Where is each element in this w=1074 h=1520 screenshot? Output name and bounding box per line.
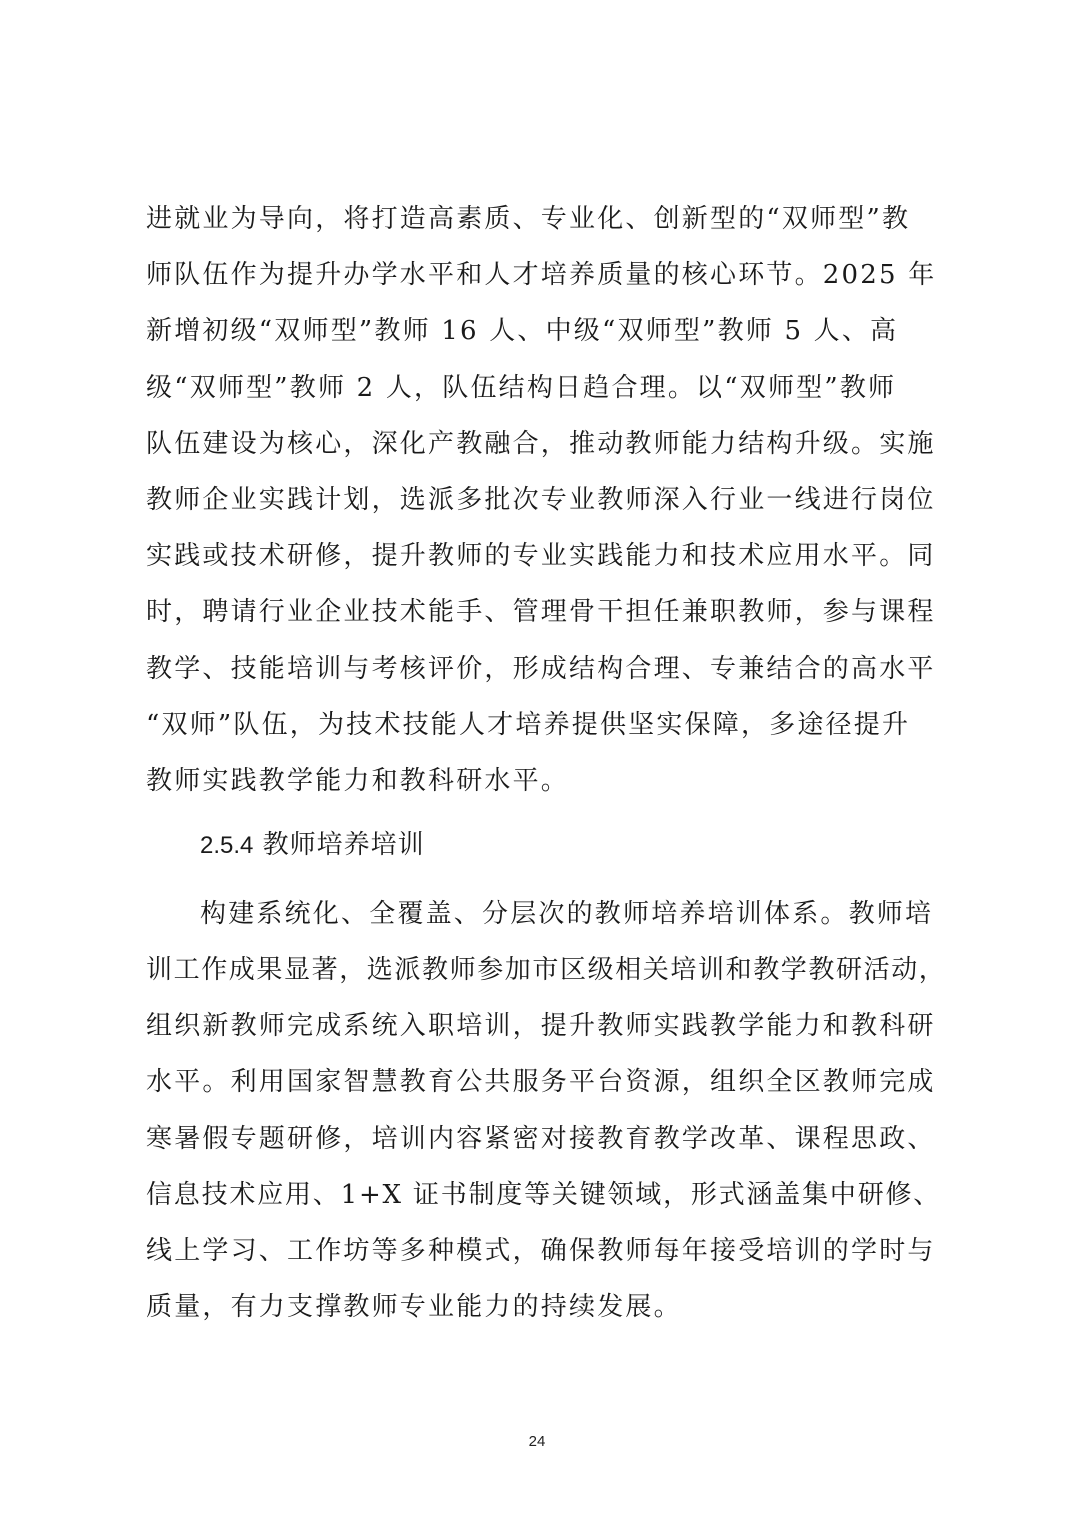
text-line: 时，聘请行业企业技术能手、管理骨干担任兼职教师，参与课程 [146, 597, 936, 627]
text-line: 教师实践教学能力和教科研水平。 [146, 766, 570, 796]
text-line: 水平。利用国家智慧教育公共服务平台资源，组织全区教师完成 [146, 1067, 936, 1097]
text-line: 级“双师型”教师 2 人，队伍结构日趋合理。以“双师型”教师 [146, 373, 897, 403]
text-line: 信息技术应用、1+X 证书制度等关键领域，形式涵盖集中研修、 [146, 1180, 942, 1210]
text-line: 师队伍作为提升办学水平和人才培养质量的核心环节。2025 年 [146, 260, 937, 290]
text-line: 线上学习、工作坊等多种模式，确保教师每年接受培训的学时与 [146, 1236, 936, 1266]
section-title: 教师培养培训 [262, 830, 425, 860]
text-line: 新增初级“双师型”教师 16 人、中级“双师型”教师 5 人、高 [146, 316, 899, 346]
text-line: 队伍建设为核心，深化产教融合，推动教师能力结构升级。实施 [146, 429, 936, 459]
text-line: 训工作成果显著，选派教师参加市区级相关培训和教学教研活动， [146, 955, 947, 985]
text-line: 寒暑假专题研修，培训内容紧密对接教育教学改革、课程思政、 [146, 1124, 936, 1154]
page-number: 24 [528, 1433, 546, 1450]
section-number: 2.5.4 [200, 832, 254, 859]
text-line: 教师企业实践计划，选派多批次专业教师深入行业一线进行岗位 [146, 485, 936, 515]
text-line: 进就业为导向，将打造高素质、专业化、创新型的“双师型”教 [146, 204, 911, 234]
text-line: 构建系统化、全覆盖、分层次的教师培养培训体系。教师培 [200, 899, 934, 929]
text-line: 教学、技能培训与考核评价，形成结构合理、专兼结合的高水平 [146, 654, 936, 684]
text-line: 组织新教师完成系统入职培训，提升教师实践教学能力和教科研 [146, 1011, 936, 1041]
section-heading [200, 829, 425, 862]
text-line: 质量，有力支撑教师专业能力的持续发展。 [146, 1292, 682, 1322]
text-line: “双师”队伍，为技术技能人才培养提供坚实保障，多途径提升 [146, 710, 911, 740]
text-line: 实践或技术研修，提升教师的专业实践能力和技术应用水平。同 [146, 541, 936, 571]
